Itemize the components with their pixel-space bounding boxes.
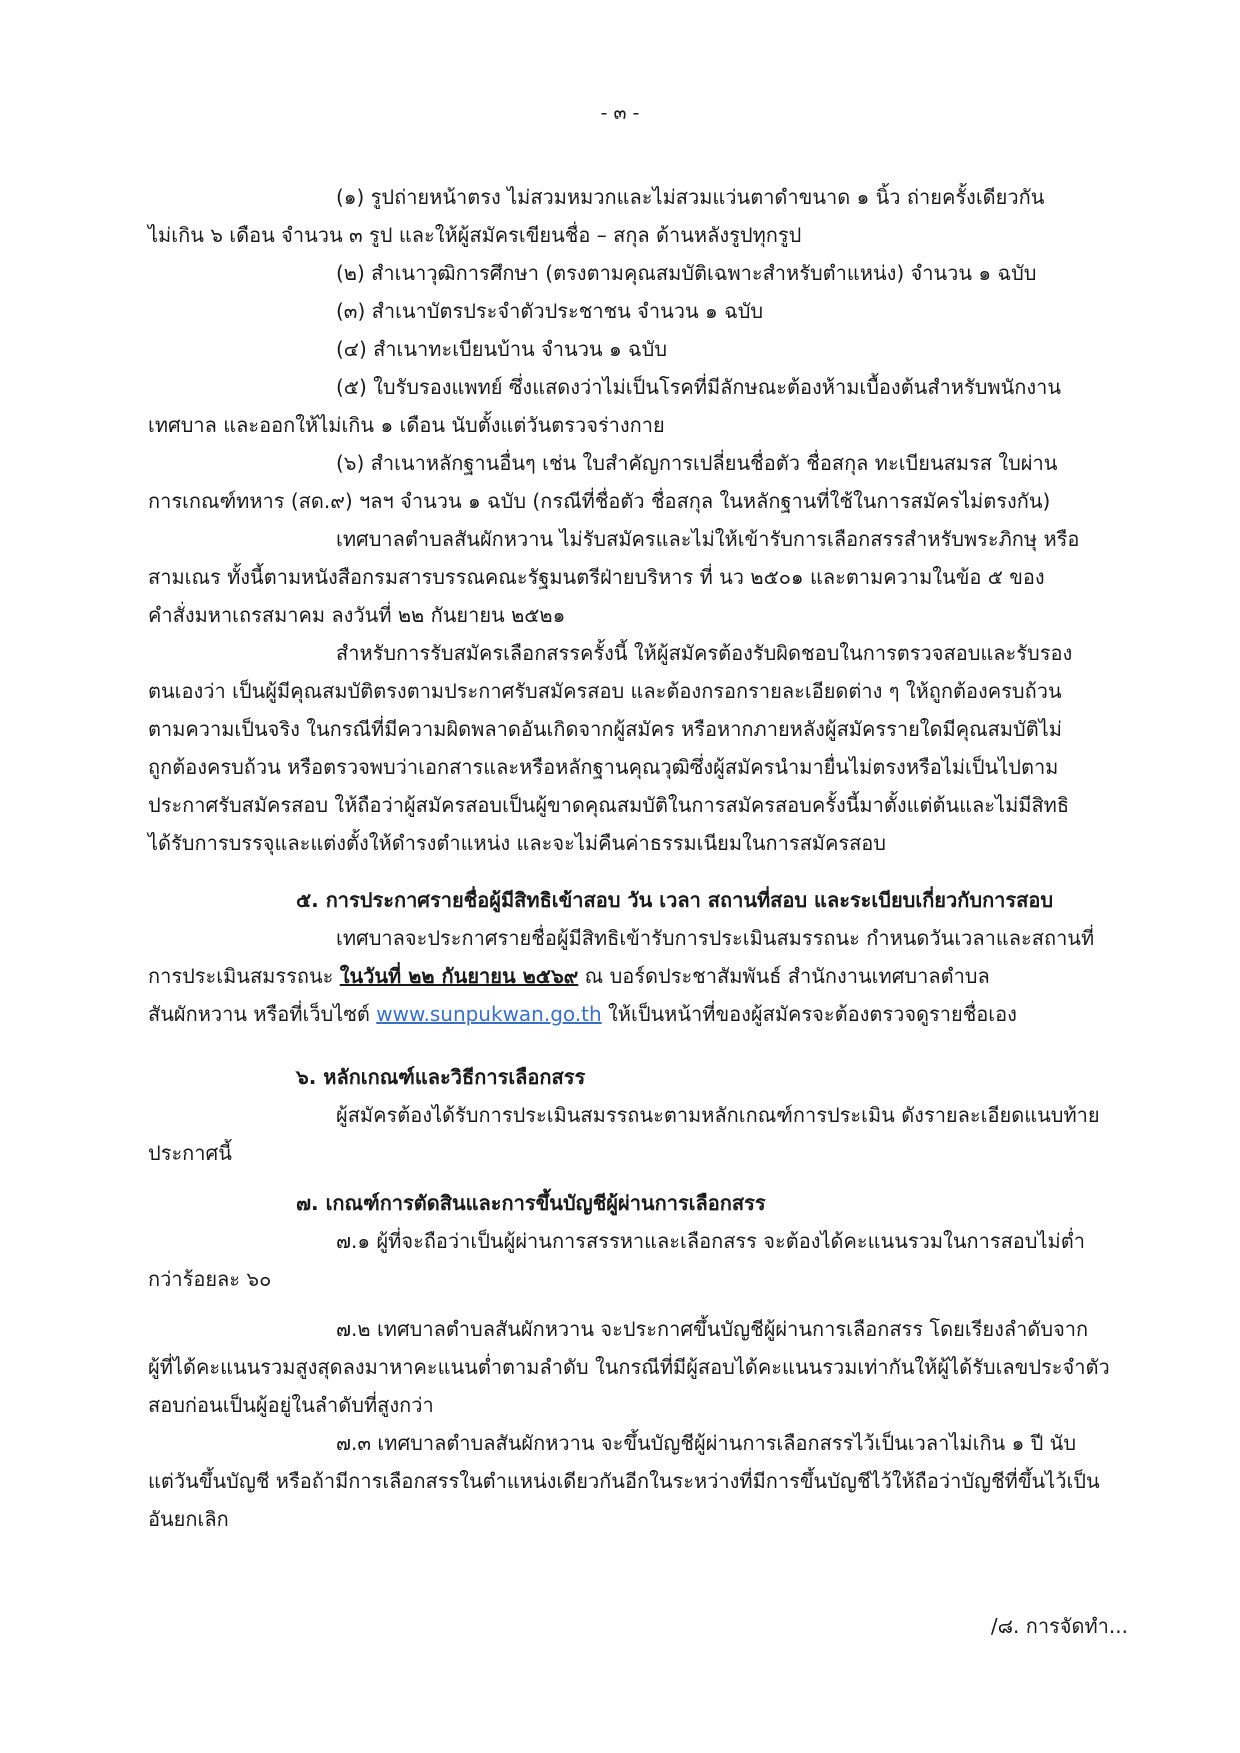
- section-7-heading: ๗. เกณฑ์การตัดสินและการขึ้นบัญชีผู้ผ่านการเลือกสรร: [296, 1191, 766, 1215]
- section-7-3: ๗.๓ เทศบาลตำบลสันผักหวาน จะขึ้นบัญชีผู้ผ่านการเลือกสรรไว้เป็นเวลาไม่เกิน ๑ ปี นับ: [336, 1431, 1077, 1455]
- doc-item-4: (๔) สำเนาทะเบียนบ้าน จำนวน ๑ ฉบับ: [336, 337, 668, 361]
- section-7-3-cont: แต่วันขึ้นบัญชี หรือถ้ามีการเลือกสรรในตำแหน่งเดียวกันอีกในระหว่างที่มีการขึ้นบัญชีไว้ให้ถือว่าบัญชีที่ขึ้นไว้เป็น: [148, 1469, 1100, 1493]
- monk-notice-line: สามเณร ทั้งนี้ตามหนังสือกรมสารบรรณคณะรัฐมนตรีฝ่ายบริหาร ที่ นว ๒๕๐๑ และตามความในข้อ ๕ ของ: [148, 565, 1045, 589]
- section-5-heading: ๕. การประกาศรายชื่อผู้มีสิทธิเข้าสอบ วัน เวลา สถานที่สอบ และระเบียบเกี่ยวกับการสอบ: [296, 888, 1054, 912]
- website-link[interactable]: www.sunpukwan.go.th: [376, 1002, 602, 1026]
- responsibility-line: สำหรับการรับสมัครเลือกสรรครั้งนี้ ให้ผู้สมัครต้องรับผิดชอบในการตรวจสอบและรับรอง: [336, 641, 1073, 665]
- section-7-3-cont: อันยกเลิก: [148, 1507, 229, 1531]
- monk-notice-line: เทศบาลตำบลสันผักหวาน ไม่รับสมัครและไม่ให้เข้ารับการเลือกสรรสำหรับพระภิกษุ หรือ: [336, 527, 1080, 551]
- section-5-line: [148, 962, 990, 990]
- section-5-line: เทศบาลจะประกาศรายชื่อผู้มีสิทธิเข้ารับการประเมินสมรรถนะ กำหนดวันเวลาและสถานที่: [336, 926, 1095, 950]
- doc-item-5: (๕) ใบรับรองแพทย์ ซึ่งแสดงว่าไม่เป็นโรคที่มีลักษณะต้องห้ามเบื้องต้นสำหรับพนักงาน: [336, 375, 1062, 399]
- section-5-line: [148, 1000, 1017, 1028]
- responsibility-line: ตนเองว่า เป็นผู้มีคุณสมบัติตรงตามประกาศรับสมัครสอบ และต้องกรอกรายละเอียดต่าง ๆ ให้ถูกต้องครบถ้วน: [148, 679, 1062, 703]
- section-7-1-cont: กว่าร้อยละ ๖๐: [148, 1267, 272, 1291]
- responsibility-line: ถูกต้องครบถ้วน หรือตรวจพบว่าเอกสารและหรือหลักฐานคุณวุฒิซึ่งผู้สมัครนำมายื่นไม่ตรงหรือไม่เป็นไปตาม: [148, 755, 1059, 779]
- next-page-reference: /๘. การจัดทำ...: [990, 1614, 1128, 1638]
- page-number: - ๓ -: [600, 102, 640, 124]
- section-6-line: ผู้สมัครต้องได้รับการประเมินสมรรถนะตามหลักเกณฑ์การประเมิน ดังรายละเอียดแนบท้าย: [336, 1103, 1100, 1127]
- section-7-2-cont: ผู้ที่ได้คะแนนรวมสูงสุดลงมาหาคะแนนต่ำตามลำดับ ในกรณีที่มีผู้สอบได้คะแนนรวมเท่ากันให้ผู้ได้รับเลขประจำตัว: [148, 1355, 1110, 1379]
- section-5-text: ณ บอร์ดประชาสัมพันธ์ สำนักงานเทศบาลตำบล: [578, 964, 990, 988]
- section-6-heading: ๖. หลักเกณฑ์และวิธีการเลือกสรร: [296, 1065, 586, 1089]
- section-7-2: ๗.๒ เทศบาลตำบลสันผักหวาน จะประกาศขึ้นบัญชีผู้ผ่านการเลือกสรร โดยเรียงลำดับจาก: [336, 1317, 1089, 1341]
- responsibility-line: ตามความเป็นจริง ในกรณีที่มีความผิดพลาดอันเกิดจากผู้สมัคร หรือหากภายหลังผู้สมัครรายใดมีคุณสมบัติไม่: [148, 717, 1062, 741]
- section-5-text: ให้เป็นหน้าที่ของผู้สมัครจะต้องตรวจดูรายชื่อเอง: [601, 1002, 1017, 1026]
- responsibility-line: ได้รับการบรรจุและแต่งตั้งให้ดำรงตำแหน่ง และจะไม่คืนค่าธรรมเนียมในการสมัครสอบ: [148, 831, 886, 855]
- section-7-2-cont: สอบก่อนเป็นผู้อยู่ในลำดับที่สูงกว่า: [148, 1393, 434, 1417]
- doc-item-1-cont: ไม่เกิน ๖ เดือน จำนวน ๓ รูป และให้ผู้สมัครเขียนชื่อ – สกุล ด้านหลังรูปทุกรูป: [148, 223, 802, 247]
- doc-item-5-cont: เทศบาล และออกให้ไม่เกิน ๑ เดือน นับตั้งแต่วันตรวจร่างกาย: [148, 413, 665, 437]
- doc-item-6: (๖) สำเนาหลักฐานอื่นๆ เช่น ใบสำคัญการเปลี่ยนชื่อตัว ชื่อสกุล ทะเบียนสมรส ใบผ่าน: [336, 451, 1058, 475]
- doc-item-6-cont: การเกณฑ์ทหาร (สด.๙) ฯลฯ จำนวน ๑ ฉบับ (กรณีที่ชื่อตัว ชื่อสกุล ในหลักฐานที่ใช้ในการสมัครไม่ตรงกัน): [148, 489, 1051, 513]
- doc-item-2: (๒) สำเนาวุฒิการศึกษา (ตรงตามคุณสมบัติเฉพาะสำหรับตำแหน่ง) จำนวน ๑ ฉบับ: [336, 261, 1037, 285]
- section-6-line: ประกาศนี้: [148, 1141, 232, 1165]
- responsibility-line: ประกาศรับสมัครสอบ ให้ถือว่าผู้สมัครสอบเป็นผู้ขาดคุณสมบัติในการสมัครสอบครั้งนี้มาตั้งแต่ต้นและไม่มีสิทธิ: [148, 793, 1070, 817]
- section-5-text: สันผักหวาน หรือที่เว็บไซต์: [148, 1002, 377, 1026]
- announcement-date: ในวันที่ ๒๒ กันยายน ๒๕๖๙: [339, 964, 579, 988]
- section-5-text: การประเมินสมรรถนะ: [148, 964, 340, 988]
- monk-notice-line: คำสั่งมหาเถรสมาคม ลงวันที่ ๒๒ กันยายน ๒๕๒๑: [148, 603, 566, 627]
- doc-item-3: (๓) สำเนาบัตรประจำตัวประชาชน จำนวน ๑ ฉบับ: [336, 299, 764, 323]
- section-7-1: ๗.๑ ผู้ที่จะถือว่าเป็นผู้ผ่านการสรรหาและเลือกสรร จะต้องได้คะแนนรวมในการสอบไม่ต่ำ: [336, 1229, 1085, 1253]
- doc-item-1: (๑) รูปถ่ายหน้าตรง ไม่สวมหมวกและไม่สวมแว่นตาดำขนาด ๑ นิ้ว ถ่ายครั้งเดียวกัน: [336, 185, 1045, 209]
